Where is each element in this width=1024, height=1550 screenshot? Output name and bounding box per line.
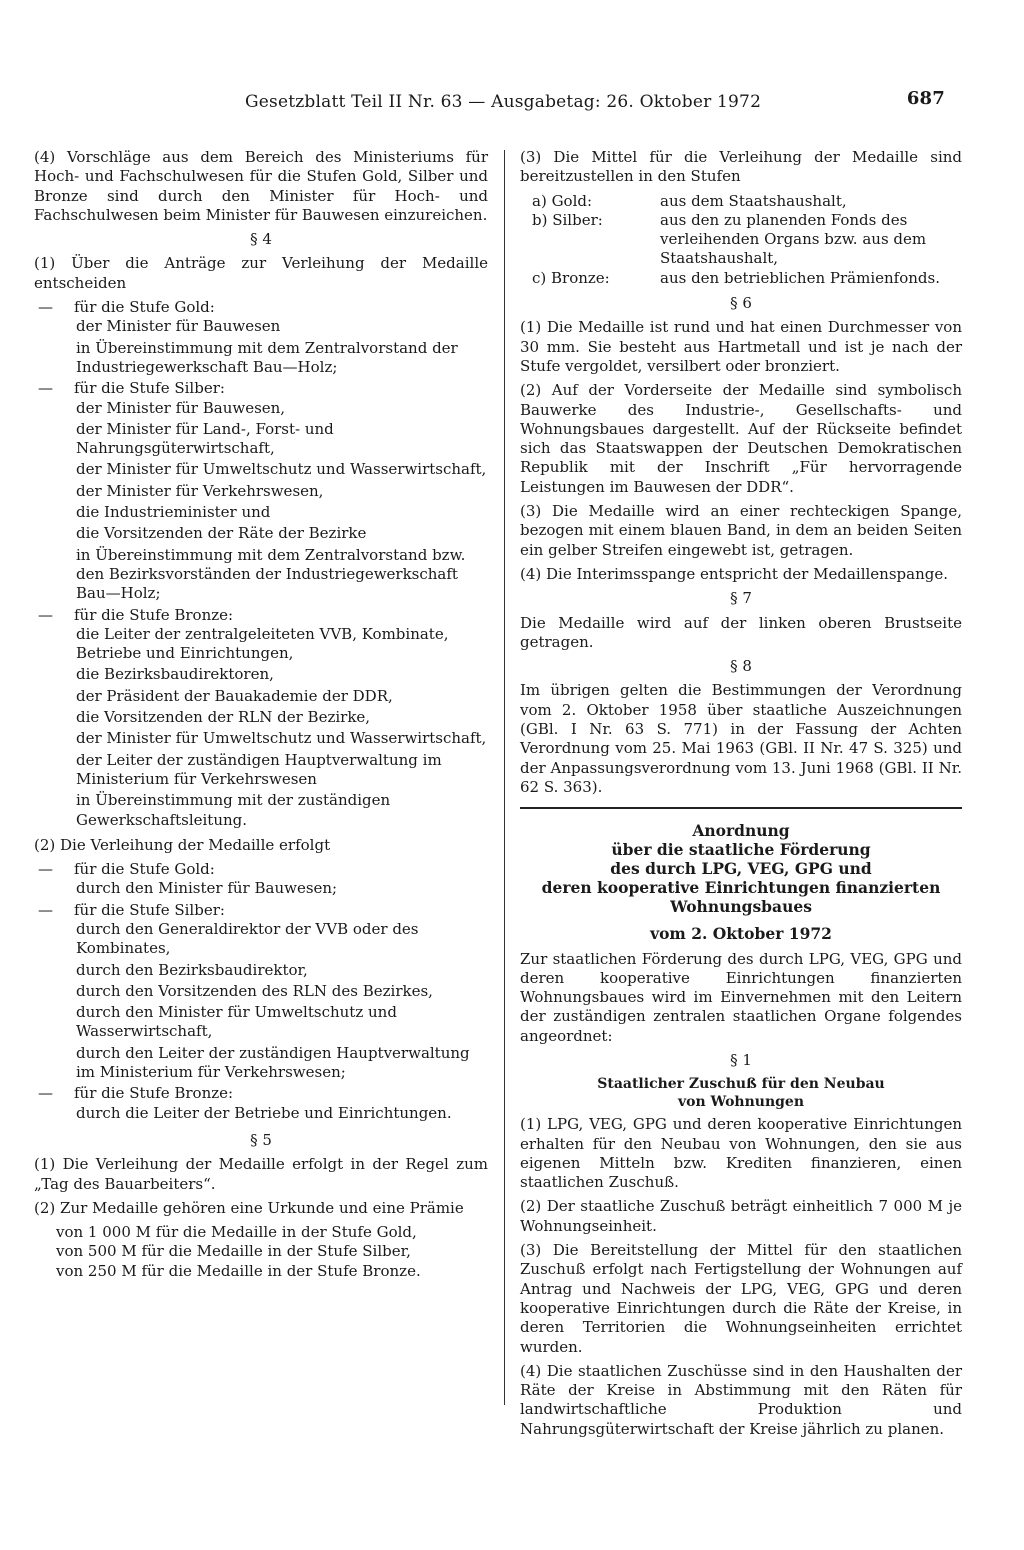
list-item: durch den Minister für Umweltschutz und Wasserwirtschaft,	[76, 1003, 397, 1041]
ordinance-date: vom 2. Oktober 1972	[650, 924, 832, 944]
list-item: von 250 M für die Medaille in der Stufe Bronze.	[56, 1261, 421, 1280]
paragraph: Zur staatlichen Förderung des durch LPG, VEG, GPG und deren kooperative Einrichtungen finanzierten Wohnungsbaues wird im Einvernehmen mit den Leitern der zuständigen zentralen staatlichen Organe folgendes angeordnet:	[520, 949, 962, 1045]
sub-list	[34, 1104, 488, 1123]
paragraph: (3) Die Bereitstellung der Mittel für den staatlichen Zuschuß erfolgt nach Fertigstellung der Wohnungen auf Antrag und Nachweis der LPG, VEG, GPG und deren kooperative Einrichtungen durch die Räte der Kreise, in deren Territorien die Wohnungseinheiten errichtet wurden.	[520, 1241, 962, 1356]
dash-item: — für die Stufe Gold:	[38, 860, 215, 879]
dash-item: — für die Stufe Bronze:	[38, 605, 234, 624]
paragraph: Die Medaille wird auf der linken oberen Brustseite getragen.	[520, 613, 962, 651]
list-item: durch den Bezirksbaudirektor,	[76, 960, 308, 979]
list-item: der Minister für Verkehrswesen,	[76, 481, 324, 500]
list-item: durch den Leiter der zuständigen Hauptverwaltung im Ministerium für Verkehrswesen;	[76, 1043, 470, 1082]
separator-rule	[520, 807, 962, 809]
sub-list	[34, 920, 488, 1082]
paragraph: (2) Auf der Vorderseite der Medaille sind symbolisch Bauwerke des Industrie-, Gesellschafts- und Wohnungsbaues dargestellt. Auf der Rückseite befindet sich das Staatswappen der Deutschen Demokratischen Republik mit der Inschrift „Für hervorragende Leistungen im Bauwesen der DDR“.	[520, 381, 962, 496]
list-item: von 500 M für die Medaille in der Stufe Silber,	[56, 1242, 411, 1261]
section-heading: § 1	[730, 1050, 752, 1069]
list-item: der Minister für Bauwesen	[76, 317, 281, 336]
section-heading: § 8	[730, 657, 752, 676]
table-row: c) Bronze: aus den betrieblichen Prämienfonds.	[532, 268, 940, 287]
list-item: von 1 000 M für die Medaille in der Stufe Gold,	[56, 1223, 417, 1242]
list-item: die Leiter der zentralgeleiteten VVB, Kombinate, Betriebe und Einrichtungen,	[76, 624, 449, 663]
section-heading: § 7	[730, 589, 752, 608]
sub-list	[34, 625, 488, 830]
sub-list	[34, 879, 488, 898]
paragraph: Im übrigen gelten die Bestimmungen der Verordnung vom 2. Oktober 1958 über staatliche Auszeichnungen (GBl. I Nr. 63 S. 771) in der Fassung der Achten Verordnung vom 25. Mai 1963 (GBl. II Nr. 47 S. 325) und der Anpassungsverordnung vom 13. Juni 1968 (GBl. II Nr. 62 S. 363).	[520, 681, 962, 796]
list-item: durch den Vorsitzenden des RLN des Bezirkes,	[76, 981, 433, 1000]
dash-item: — für die Stufe Silber:	[38, 379, 225, 398]
paragraph: (2) Die Verleihung der Medaille erfolgt	[34, 835, 331, 854]
sub-list	[34, 317, 488, 377]
paragraph: (2) Der staatliche Zuschuß beträgt einheitlich 7 000 M je Wohnungseinheit.	[520, 1197, 962, 1235]
section-heading: § 4	[250, 230, 272, 249]
list-item: durch den Minister für Bauwesen;	[76, 879, 338, 898]
list-item: der Minister für Umweltschutz und Wasserwirtschaft,	[76, 460, 487, 479]
paragraph: (1) Über die Anträge zur Verleihung der Medaille entscheiden	[34, 254, 488, 292]
list-item: der Minister für Bauwesen,	[76, 398, 286, 417]
list-item: die Bezirksbaudirektoren,	[76, 665, 274, 684]
left-column	[34, 148, 488, 1285]
list-item: in Übereinstimmung mit der zuständigen Gewerkschaftsleitung.	[76, 791, 391, 829]
section-title: Staatlicher Zuschuß für den Neubau von Wohnungen	[597, 1076, 885, 1111]
paragraph: (3) Die Medaille wird an einer rechteckigen Spange, bezogen mit einem blauen Band, in dem an beiden Seiten ein gelber Streifen eingewebt ist, getragen.	[520, 502, 962, 559]
paragraph: (1) LPG, VEG, GPG und deren kooperative Einrichtungen erhalten für den Neubau von Wohnungen, den sie aus eigenen Mitteln bzw. Krediten finanzieren, einen staatlichen Zuschuß.	[520, 1115, 962, 1192]
list-item: durch den Generaldirektor der VVB oder des Kombinates,	[76, 919, 419, 958]
list-item: in Übereinstimmung mit dem Zentralvorstand bzw. den Bezirksvorständen der Industriegewerkschaft Bau—Holz;	[76, 545, 466, 603]
list-item: durch die Leiter der Betriebe und Einrichtungen.	[76, 1103, 452, 1122]
dash-item: — für die Stufe Bronze:	[38, 1084, 234, 1103]
paragraph: (4) Die Interimsspange entspricht der Medaillenspange.	[520, 564, 948, 583]
list-item: der Präsident der Bauakademie der DDR,	[76, 686, 393, 705]
list-item: die Vorsitzenden der RLN der Bezirke,	[76, 708, 371, 727]
header-title: Gesetzblatt Teil II Nr. 63 — Ausgabetag: 26. Oktober 1972	[245, 92, 762, 112]
list-item: der Minister für Umweltschutz und Wasserwirtschaft,	[76, 729, 487, 748]
right-column	[520, 148, 962, 1444]
paragraph: (2) Zur Medaille gehören eine Urkunde und eine Prämie	[34, 1198, 464, 1217]
list-item: die Industrieminister und	[76, 503, 271, 522]
page-header	[245, 88, 945, 112]
ordinance-title: Anordnung über die staatliche Förderung des durch LPG, VEG, GPG und deren kooperative Einrichtungen finanzierten Wohnungsbaues	[541, 821, 941, 917]
list-item: der Leiter der zuständigen Hauptverwaltung im Ministerium für Verkehrswesen	[76, 750, 442, 788]
section-heading: § 6	[730, 294, 752, 313]
premium-list	[34, 1223, 488, 1281]
list-item: in Übereinstimmung mit dem Zentralvorstand der Industriegewerkschaft Bau—Holz;	[76, 338, 458, 376]
sub-list	[34, 399, 488, 604]
list-item: die Vorsitzenden der Räte der Bezirke	[76, 524, 367, 543]
dash-item: — für die Stufe Gold:	[38, 298, 215, 317]
dash-item: — für die Stufe Silber:	[38, 900, 225, 919]
paragraph: (4) Vorschläge aus dem Bereich des Ministeriums für Hoch- und Fachschulwesen für die Stufen Gold, Silber und Bronze sind durch den Minister für Hoch- und Fachschulwesen beim Minister für Bauwesen einzureichen.	[34, 148, 488, 224]
page-number: 687	[906, 88, 945, 109]
list-item: der Minister für Land-, Forst- und Nahrungsgüterwirtschaft,	[76, 419, 334, 458]
section-heading: § 5	[250, 1130, 272, 1149]
paragraph: (3) Die Mittel für die Verleihung der Medaille sind bereitzustellen in den Stufen	[520, 148, 962, 186]
funding-table	[520, 192, 962, 288]
column-divider	[504, 150, 505, 1405]
paragraph: (1) Die Verleihung der Medaille erfolgt in der Regel zum „Tag des Bauarbeiters“.	[34, 1155, 488, 1193]
table-row: b) Silber: aus den zu planenden Fonds des verleihenden Organs bzw. aus dem Staatshaushalt,	[532, 210, 927, 268]
paragraph: (1) Die Medaille ist rund und hat einen Durchmesser von 30 mm. Sie besteht aus Hartmetall und ist je nach der Stufe vergoldet, versilbert oder bronziert.	[520, 318, 962, 375]
paragraph: (4) Die staatlichen Zuschüsse sind in den Haushalten der Räte der Kreise in Abstimmung mit den Räten für landwirtschaftliche Produktion und Nahrungsgüterwirtschaft der Kreise jährlich zu planen.	[520, 1361, 962, 1438]
table-row: a) Gold: aus dem Staatshaushalt,	[532, 191, 847, 210]
